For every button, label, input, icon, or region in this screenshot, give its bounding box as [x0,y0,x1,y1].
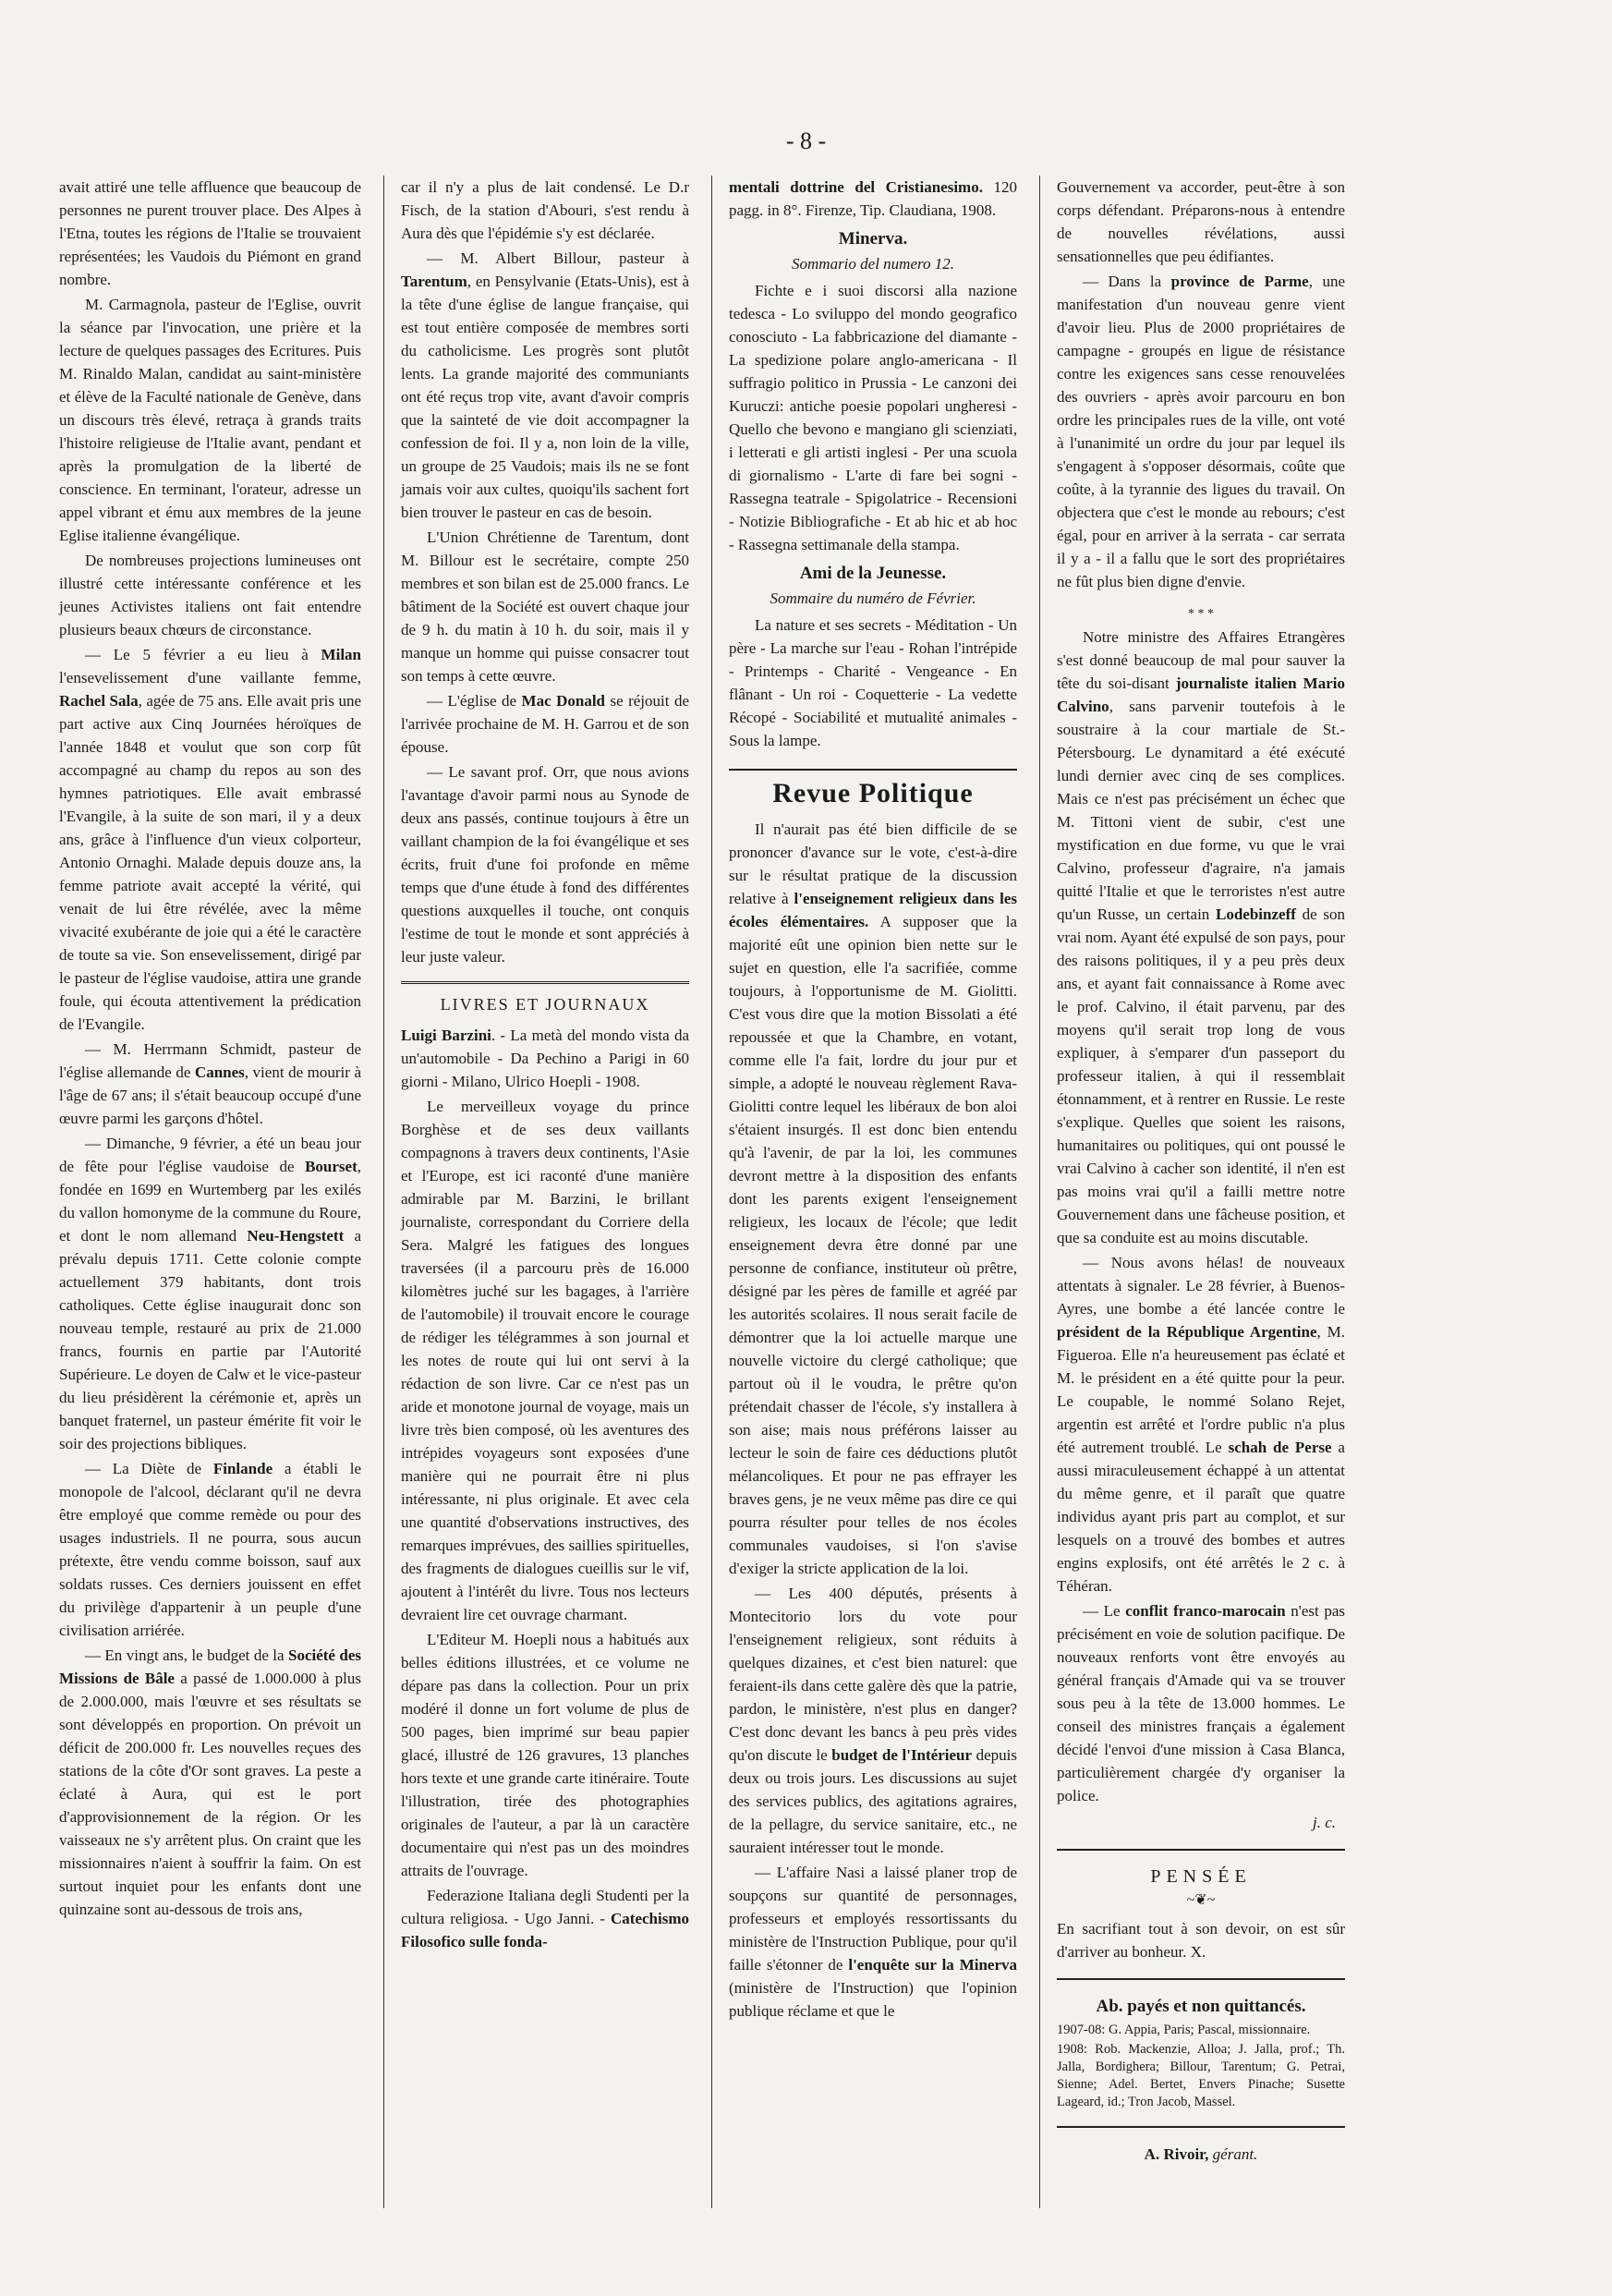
column-1 [55,176,365,2208]
ornament-icon: ~❦~ [1186,1892,1216,1908]
article-paragraph: — Le savant prof. Orr, que nous avions l'avantage d'avoir parmi nous au Synode de deux ans passés, continue toujours à être un vaillant champion de la foi évangélique et ses écrits, fruit d'une foi profonde en même temps que d'une étude à fond des différentes questions auxquelles il touche, ont conquis l'estime de tout le monde et sont appréciés à leur juste valeur. [401,763,689,966]
subscriptions-title: Ab. payés et non quittancés. [1096,1997,1306,2016]
ami-summary: La nature et ses secrets - Méditation - Un père - La marche sur l'eau - Rohan l'intrépide - Printemps - Charité - Vengeance - En flânant - Un roi - Coquetterie - La vedette Récopé - Sociabilité et mutualité animales - Sous la lampe. [729,616,1017,749]
minerva-title: Minerva. [838,229,908,249]
column-2 [383,176,693,2208]
page-number: - 8 - [785,128,827,154]
column-3 [711,176,1021,2208]
article-maroc: — Le conflit franco-marocain n'est pas précisément en voie de solution pacifique. De nouveaux renforts vont être envoyés au général français d'Amade qui va se trouver sous peu à la tête de 13.000 hommes. Le conseil des ministres français a également décidé l'envoi d'une mission à Casa Blanca, particulièrement chargée d'y organiser la police. [1057,1602,1346,1804]
newspaper-columns [55,176,1349,2208]
article-tarentum: — M. Albert Billour, pasteur à Tarentum, en Pensylvanie (Etats-Unis), est à la tête d'une église de langue française, qui est tout entière composée de membres sorti du catholicisme. Les progrès sont plutôt lents. La grande majorité des communiants ont été reçus trop vite, avant d'avoir compris que la sainteté de vie doit accompagner la confession de foi. Il y a, non loin de la ville, un groupe de 25 Vaudois; mais ils ne se font jamais voir aux cultes, quoiqu'ils sachent fort bien trouver le pasteur en cas de besoin. [401,249,689,521]
article-paragraph: L'Editeur M. Hoepli nous a habitués aux belles éditions illustrées, et ce volume ne dépare pas dans la collection. Pour un prix modéré il donne un fort volume de plus de 500 pages, bien imprimé sur beau papier glacé, illustré de 126 gravures, 13 planches hors texte et une grande carte itinéraire. Toute l'illustration, tirée des photographies originales de l'auteur, a par là un caractère documentaire qui n'est pas un des moindres attraits de l'ouvrage. [401,1631,689,1879]
divider [1057,1978,1345,1980]
article-deputes: — Les 400 députés, présents à Montecitorio lors du vote pour l'enseignement religieux, sont réduits à quelques dizaines, et c'est bien naturel: que feraient-ils dans cette galère dès que la patrie, pardon, le ministère, n'est plus en danger? C'est donc devant les bancs à peu près vides qu'on discute le budget de l'Intérieur depuis deux ou trois jours. Les discussions au sujet des services publics, des agitations agraires, de la pellagre, du service sanitaire, etc., ne sauraient intéresser tout le monde. [729,1585,1018,1856]
article-paragraph: avait attiré une telle affluence que beaucoup de personnes ne purent trouver place. Des Alpes à l'Etna, toutes les régions de l'Italie se trouvaient représentées; les Vaudois du Piémont en grand nombre. [59,178,361,288]
article-calvino: Notre ministre des Affaires Etrangères s'est donné beaucoup de mal pour sauver la tête du soi-disant journaliste italien Mario Calvino, sans parvenir toutefois à le soustraire à la cour martiale de St.-Pétersbourg. Le dynamitard a été exécuté lundi dernier avec cinq de ses complices. Mais ce n'est pas précisément un échec que M. Tittoni vient de subir, c'est une mystification en due forme, vu que le vrai Calvino, professeur d'agraire, n'a jamais quitté l'Italie et que le terroristes n'est autre qu'un Russe, un certain Lodebinzeff de son vrai nom. Ayant été expulsé de son pays, pour des raisons politiques, il y a peu près deux ans, et ayant fait connaissance à Rome avec le prof. Calvino, il était parvenu, par des moyens qu'il serait trop long de vous expliquer, à s'emparer d'un passeport du professeur italien, à qui il ressemblait étonnamment, et à rentrer en Russie. Le reste s'explique. Quelles que soient les raisons, humanitaires ou politiques, qui ont poussé le vrai Calvino à cacher son identité, il n'en est pas moins vrai qu'il a failli mettre notre Gouvernement dans une fâcheuse position, et que sa conduite est au moins discutable. [1057,628,1345,1246]
article-nasi: — L'affaire Nasi a laissé planer trop de soupçons sur quantité de personnages, professeurs et employés ressortissants du ministère de l'Instruction Publique, pour qu'il faille s'étonner de l'enquête sur la Minerva (ministère de l'Instruction) que l'opinion publique réclame et que le [729,1864,1018,2020]
revue-politique-title: Revue Politique [729,769,1017,805]
article-finlande: — La Diète de Finlande a établi le monopole de l'alcool, déclarant qu'il ne devra être employé que comme remède ou pour des usages industriels. Il ne pourra, sous aucun prétexte, être vendu comme boisson, sauf aux soldats russes. Ces derniers jouissent en effet du privilège d'appartenir à un peuple d'une civilisation arriérée. [59,1460,362,1639]
divider [1057,2126,1345,2128]
ami-subtitle: Sommaire du numéro de Février. [770,589,976,607]
article-paragraph: M. Carmagnola, pasteur de l'Eglise, ouvrit la séance par l'invocation, une prière et la lecture de quelques passages des Ecritures. Puis M. Rinaldo Malan, candidat au saint-ministère et élève de la Faculté nationale de Genève, dans un discours très élevé, retraça à grands traits l'histoire religieuse de l'Italie avant, pendant et après la promulgation de la liberté de conscience. En terminant, l'orateur, adresse un appel vibrant et ému aux membres de la jeune Eglise italienne évangélique. [59,296,361,544]
divider [1057,1849,1345,1851]
subscriptions-1908: 1908: Rob. Mackenzie, Alloa; J. Jalla, prof.; Th. Jalla, Bordighera; Billour, Tarentum; G. Petrai, Sienne; Adel. Bertet, Envers Pinache; Susette Lageard, id.; Tron Jacob, Massel. [1057,2042,1345,2109]
book-reference: mentali dottrine del Cristianesimo. 120 pagg. in 8°. Firenze, Tip. Claudiana, 1908. [729,178,1017,219]
article-paragraph: De nombreuses projections lumineuses ont illustré cette intéressante conférence et les jeunes Activistes italiens ont fait entendre plusieurs beaux chœurs de circonstance. [59,552,361,638]
article-paragraph: L'Union Chrétienne de Tarentum, dont M. Billour est le secrétaire, compte 250 membres et son bilan est de 25.000 francs. Le bâtiment de la Société est ouvert chaque jour de 9 h. du matin à 10 h. du soir, mais il y manque un homme qui puisse consacrer tout son temps à cette œuvre. [401,528,689,685]
minerva-subtitle: Sommario del numero 12. [792,255,954,273]
column-4 [1039,176,1349,2208]
article-bourset: — Dimanche, 9 février, a été un beau jour de fête pour l'église vaudoise de Bourset, fondée en 1699 en Wurtemberg par les exilés du vallon homonyme de la commune du Roure, et dont le nom allemand Neu-Hengstett a prévalu depuis 1711. Cette colonie compte actuellement 379 habitants, dont trois catholiques. Cette église inaugurait donc son nouveau temple, restauré au prix de 21.000 francs, fournis en partie par l'Autorité Supérieure. Le doyen de Calw et le vice-pasteur du lieu présidèrent la cérémonie et, après un banquet fraternel, un pasteur émérite fit voir le soir des projections bibliques. [59,1135,362,1452]
article-mac-donald: — L'église de Mac Donald se réjouit de l'arrivée prochaine de M. H. Garrou et de son épouse. [401,692,689,756]
ami-title: Ami de la Jeunesse. [799,564,947,583]
article-paragraph: Le merveilleux voyage du prince Borghèse et de ses deux vaillants compagnons à travers deux continents, l'Asie et l'Europe, est ici raconté d'une manière admirable par M. Barzini, le brillant journaliste, correspondant du Corriere della Sera. Malgré les fatigues des longues traversées (il a parcouru près de 16.000 kilomètres juché sur les bagages, à l'arrière de l'automobile) il trouvait encore le courage de rédiger les télégrammes à son journal et les notes de route qui lui ont servi à la rédaction de son livre. Car ce n'est pas un aride et monotone journal de voyage, mais un livre très bien composé, où les aventures des intrépides voyageurs sont exposées d'une manière qui ne pourrait être ni plus intéressante, ni plus originale. Et avec cela une quantité d'observations instructives, des remarques imprévues, des saillies spirituelles, des fragments de dialogues cueillis sur le vif, ajoutent à l'intérêt du livre. Tous nos lecteurs devraient lire cet ouvrage charmant. [401,1098,689,1623]
article-enseignement: Il n'aurait pas été bien difficile de se prononcer d'avance sur le vote, c'est-à-dire sur le résultat pratique de la discussion relative à l'enseignement religieux dans les écoles élémentaires. A supposer que la majorité eût une opinion bien nette sur le sujet en question, elle l'a sacrifiée, comme toujours, à l'opportunisme de M. Giolitti. C'est vous dire que la motion Bissolati a été repoussée et que la Chambre, en votant, comme elle l'a fait, lordre du jour pur et simple, a adopté le nouveau règlement Rava-Giolitti contre lequel les libéraux de bon aloi s'étaient insurgés. Il est donc bien entendu qu'à l'avenir, de par la loi, les communes devront mettre à la disposition des enfants dont les parents exigent l'enseignement religieux, les locaux de l'école; que ledit enseignement devra être donné par une personne de confiance, instituteur où prêtre, désigné par les pères de famille et agréé par les autorités scolaires. Il nous serait facile de démontrer que la loi actuelle marque une nouvelle victoire du clergé catholique; que partout où il le voudra, le prêtre qu'on prétendait chasser de l'école, s'y installera à son aise; mais nous préférons laisser au lecteur le soin de faire ces déductions plutôt mélancoliques. Et pour ne pas effrayer les braves gens, je ne veux même pas dire ce qui pourra résulter pour telles de nos écoles communales vaudoises, si l'on s'avise d'exiger la stricte application de la loi. [729,820,1018,1577]
pensee-quote: En sacrifiant tout à son devoir, on est sûr d'arriver au bonheur. X. [1057,1920,1345,1961]
signature: j. c. [1312,1814,1336,1831]
pensee-title: PENSÉE [1150,1866,1252,1887]
gerant: A. Rivoir, gérant. [1144,2145,1258,2163]
article-paragraph: car il n'y a plus de lait condensé. Le D.r Fisch, de la station d'Abouri, s'est rendu à Aura dès que l'épidémie s'y est déclarée. [401,178,689,242]
article-paragraph: Gouvernement va accorder, peut-être à son corps défendant. Préparons-nous à entendre de nouvelles révélations, aussi sensationnelles que peu édifiantes. [1057,178,1345,265]
article-missions-bale: — En vingt ans, le budget de la Société des Missions de Bâle a passé de 1.000.000 à plus de 2.000.000, mais l'œuvre et ses résultats se sont développés en proportion. On prévoit un déficit de 200.000 fr. Les nouvelles reçues des stations de la côte d'Or sont graves. La peste a éclaté à Aura, qui est le port d'approvisionnement de la région. Or les vaisseaux ne s'y arrêtent plus. On craint que les missionnaires n'aient à souffrir la faim. On est surtout inquiet pour les enfants dont une quinzaine sont au-dessous de trois ans, [59,1646,361,1918]
article-attentats: — Nous avons hélas! de nouveaux attentats à signaler. Le 28 février, à Buenos-Ayres, une bombe a été lancée contre le président de la République Argentine, M. Figueroa. Elle n'a heureusement pas éclaté et M. le président en a été quitte pour la peur. Le coupable, le nommé Solano Rejet, argentin est arrêté et l'ordre public n'a plus été autrement troublé. Le schah de Perse a aussi miraculeusement échappé à un attentat du même genre, et il paraît que quatre individus ayant pris part au complot, et sur lesquels on a trouvé des bombes et autres engins explosifs, ont été arrêtés le 2 c. à Téhéran. [1057,1254,1345,1595]
minerva-summary: Fichte e i suoi discorsi alla nazione tedesca - Lo sviluppo del mondo geografico conosciuto - La fabbricazione del diamante - La spedizione polare anglo-americana - Il suffragio politico in Prussia - Le canzoni dei Kuruczi: antiche poesie popolari ungheresi - Quello che bevono e mangiano gli scienziati, i letterati e gli artisti inglesi - Per una scuola di giornalismo - L'arte di fare bei sogni - Rassegna teatrale - Spigolatrice - Recensioni - Notizie Bibliografiche - Et ab hic et ab hoc - Rassegna settimanale della stampa. [729,282,1017,553]
subscriptions-1907: 1907-08: G. Appia, Paris; Pascal, missionnaire. [1057,2023,1311,2037]
article-cannes: — M. Herrmann Schmidt, pasteur de l'église allemande de Cannes, vient de mourir à l'âge de 67 ans; il s'était beaucoup occupé d'une œuvre parmi les garçons d'hôtel. [59,1040,361,1127]
article-parme: — Dans la province de Parme, une manifestation d'un nouveau genre vient d'avoir lieu. Plus de 2000 propriétaires de campagne - groupés en ligue de résistance contre les exigences sans cesse renouvelées des ouvriers - après avoir parcouru en bon ordre les principales rues de la ville, ont voté à l'unanimité un ordre du jour par lequel ils s'engagent à s'opposer désormais, coûte que coûte, à la tyrannie des ligues du travail. On objectera que c'est le monde au rebours; c'est égal, pour en arriver à la serrata - car serrata il y a - il a fallu que le sort des propriétaires ne fût plus bien digne d'envie. [1057,273,1345,590]
article-milan: — Le 5 février a eu lieu à Milan l'ensevelissement d'une vaillante femme, Rachel Sala, agée de 75 ans. Elle avait pris une part active aux Cinq Journées héroïques de l'année 1848 et voulut que son corp fût accompagné au champ du repos au son des hymnes patriotiques. Elle avait embrassé l'Evangile, à la suite de son mari, il y a deux ans, grâce à l'influence d'un vieux colporteur, Antonio Ornaghi. Malade depuis douze ans, la femme patriote avait accepté la vérité, qui venait de lui être révélée, avec la même vivacité exubérante de joie qui a été le caractère de toute sa vie. Son ensevelissement, dirigé par le pasteur de l'église vaudoise, attira une grande foule, qui écouta attentivement la prédication de l'Evangile. [59,646,361,1033]
book-reference: Federazione Italiana degli Studenti per la cultura religiosa. - Ugo Janni. - Catechismo Filosofico sulle fonda- [401,1887,689,1950]
asterism-separator: * * * [1188,607,1214,621]
section-title-livres: LIVRES ET JOURNAUX [401,981,689,1016]
book-reference: Luigi Barzini. - La metà del mondo vista da un'automobile - Da Pechino a Parigi in 60 giorni - Milano, Ulrico Hoepli - 1908. [401,1027,689,1090]
